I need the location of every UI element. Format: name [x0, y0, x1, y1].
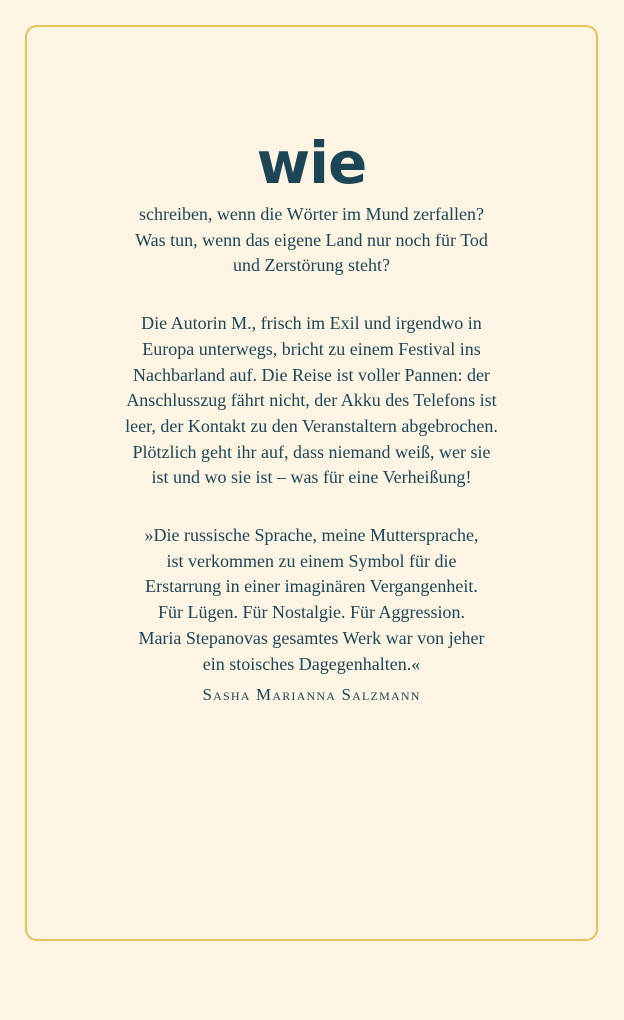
blurb-quote: »Die russische Sprache, meine Muttersprache, ist verkommen zu einem Symbol für die Erstarrung in einer imaginären Vergangenheit. Für Lügen. Für Nostalgie. Für Aggression. Maria Stepanovas gesamtes Werk war von jeher ein stoisches Dagegenhalten.«	[138, 525, 485, 674]
back-cover-text	[25, 128, 598, 724]
synopsis-paragraph: Die Autorin M., frisch im Exil und irgendwo in Europa unterwegs, bricht zu einem Festival ins Nachbarland auf. Die Reise ist voller Pannen: der Anschlusszug fährt nicht, der Akku des Telefons ist leer, der Kontakt zu den Veranstaltern abgebrochen. Plötzlich geht ihr auf, dass niemand weiß, wer sie ist und wo sie ist – was für eine Verheißung!	[125, 313, 498, 488]
headline: wie	[256, 129, 367, 197]
quote-attribution: Sasha Marianna Salzmann	[202, 685, 421, 705]
intro-paragraph: schreiben, wenn die Wörter im Mund zerfallen? Was tun, wenn das eigene Land nur noch für Tod und Zerstörung steht?	[135, 204, 488, 276]
